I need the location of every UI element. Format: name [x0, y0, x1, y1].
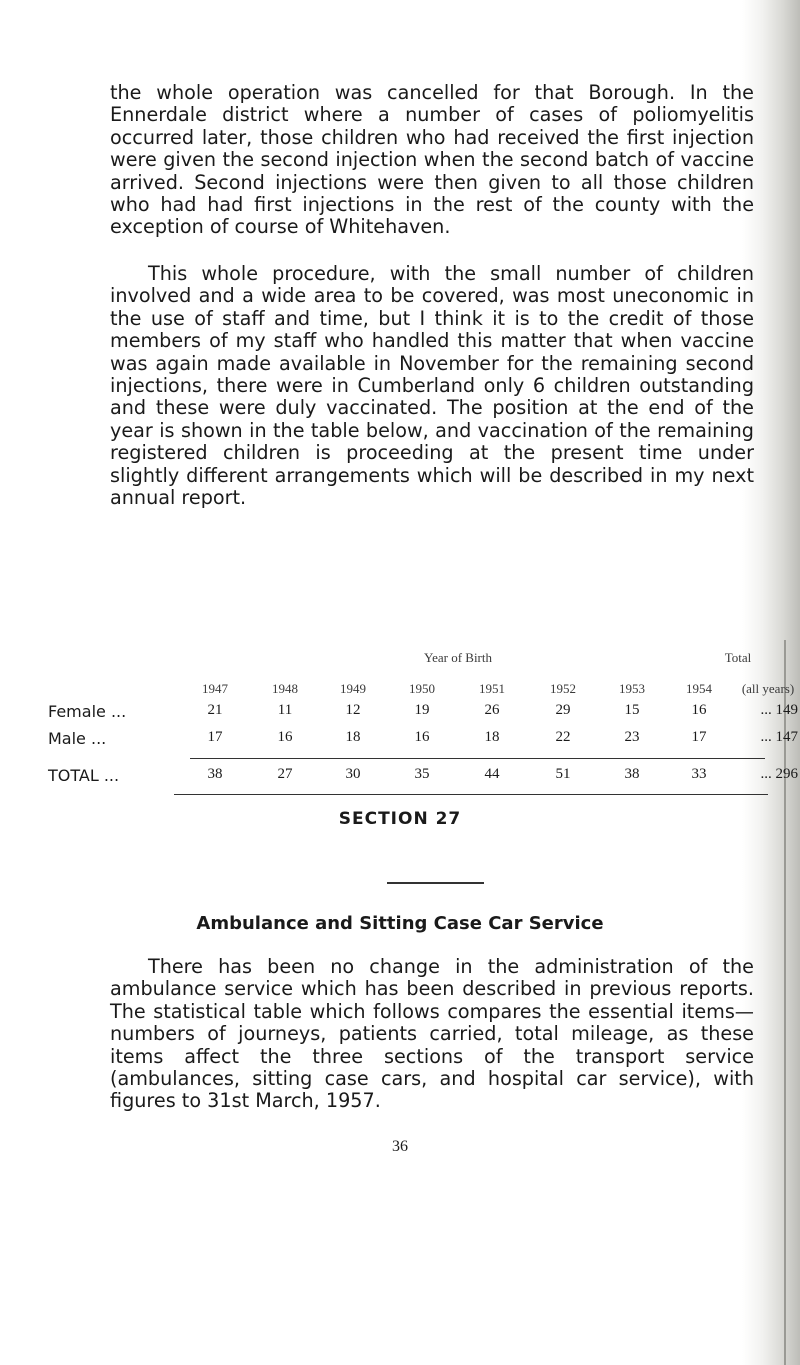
table-cell: 12 — [345, 702, 361, 718]
page-edge-line — [784, 640, 786, 1365]
table-cell-total: ... 149 — [760, 702, 798, 718]
table-cell: 33 — [691, 766, 707, 782]
table-subtotal-rule — [190, 758, 765, 759]
page-number: 36 — [392, 1138, 408, 1155]
table-cell-total: ... 147 — [760, 729, 798, 745]
table-cell: 16 — [277, 729, 293, 745]
table-cell-total: ... 296 — [760, 766, 798, 782]
year-col-1953: 1953 — [619, 681, 645, 696]
table-cell: 18 — [484, 729, 500, 745]
table-cell: 26 — [484, 702, 500, 718]
section-sub-heading: Ambulance and Sitting Case Car Service — [196, 913, 604, 934]
table-row-male — [48, 729, 798, 751]
table-cell: 27 — [277, 766, 293, 782]
paragraph-2: This whole procedure, with the small number of children involved and a wide area to be covered, was most uneconomic in the use of staff and time, but I think it is to the credit of those members of my staff who handled this matter that when vaccine was again made available in November for the remaining second injections, there were in Cumberland only 6 children outstanding and these were duly vaccinated. The position at the end of the year is shown in the table below, and vaccination of the remaining registered children is proceeding at the present time under slightly different arrangements which will be described in my next annual report. — [110, 262, 754, 510]
table-cell: 16 — [414, 729, 430, 745]
year-col-1949: 1949 — [340, 681, 366, 696]
year-col-1954: 1954 — [686, 681, 712, 696]
table-years-row — [48, 681, 795, 703]
table-cell: 16 — [691, 702, 707, 718]
table-cell: 44 — [484, 766, 500, 782]
table-cell: 22 — [555, 729, 571, 745]
table-cell: 38 — [624, 766, 640, 782]
table-bottom-rule — [174, 794, 768, 795]
table-group-header-row — [48, 650, 768, 672]
table-cell: 30 — [345, 766, 361, 782]
table-cell: 15 — [624, 702, 640, 718]
table-cell: 38 — [207, 766, 223, 782]
table-cell: 21 — [207, 702, 223, 718]
row-label-male: Male ... — [48, 729, 107, 748]
table-row-female — [48, 702, 798, 724]
year-of-birth-header: Year of Birth — [423, 650, 492, 665]
table-cell: 17 — [207, 729, 223, 745]
table-row-total — [48, 766, 798, 788]
table-cell: 19 — [414, 702, 430, 718]
row-label-total: TOTAL ... — [48, 766, 120, 785]
table-cell: 29 — [555, 702, 571, 718]
row-label-female: Female ... — [48, 702, 127, 721]
table-cell: 23 — [624, 729, 640, 745]
year-col-1948: 1948 — [272, 681, 298, 696]
year-col-1950: 1950 — [409, 681, 435, 696]
paragraph-1: the whole operation was cancelled for that Borough. In the Ennerdale district where a number of cases of poliomyelitis occurred later, those children who had received the first injection were given the second injection when the second batch of vaccine arrived. Second injections were then given to all those children who had had first injections in the rest of the county with the exception of course of Whitehaven. — [110, 81, 754, 239]
total-subheader: (all years) — [741, 681, 795, 696]
section-title: SECTION 27 — [338, 809, 462, 829]
section-divider — [387, 882, 484, 884]
table-cell: 11 — [277, 702, 293, 718]
year-col-1951: 1951 — [479, 681, 505, 696]
year-col-1947: 1947 — [202, 681, 228, 696]
table-cell: 51 — [555, 766, 571, 782]
table-cell: 17 — [691, 729, 707, 745]
year-col-1952: 1952 — [550, 681, 576, 696]
table-cell: 35 — [414, 766, 430, 782]
table-cell: 18 — [345, 729, 361, 745]
paragraph-3: There has been no change in the administration of the ambulance service which has been described in previous reports. The statistical table which follows compares the essential items—numbers of journeys, patients carried, total mileage, as these items affect the three sections of the transport service (ambulances, sitting case cars, and hospital car service), with figures to 31st March, 1957. — [110, 955, 754, 1113]
total-header: Total — [724, 650, 752, 665]
